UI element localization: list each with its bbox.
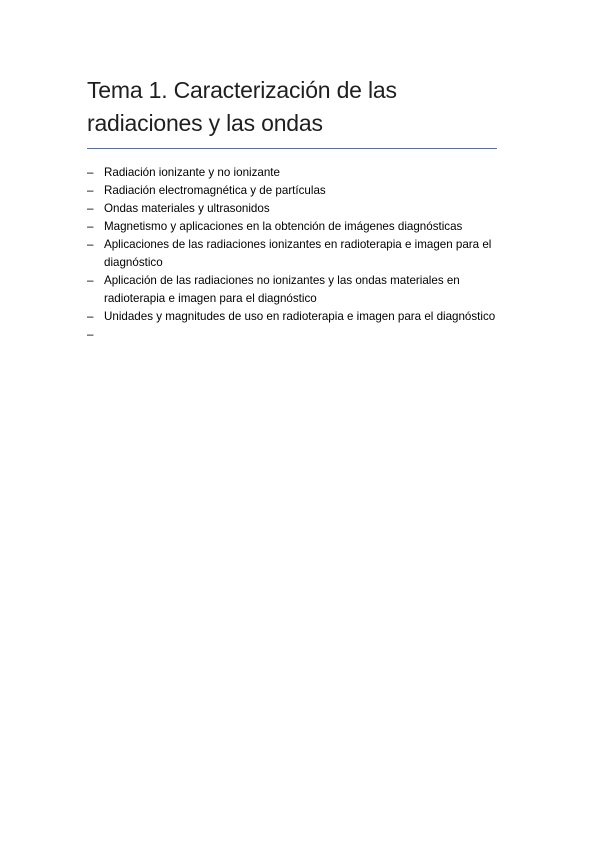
dash-bullet-icon: – bbox=[87, 202, 94, 215]
topic-text: Radiación ionizante y no ionizante bbox=[104, 166, 280, 179]
list-item bbox=[87, 218, 517, 236]
topic-text: Radiación electromagnética y de partículas bbox=[104, 184, 326, 197]
page-title: Tema 1. Caracterización de las radiaciones y las ondas bbox=[87, 77, 397, 136]
topic-text: Magnetismo y aplicaciones en la obtención de imágenes diagnósticas bbox=[104, 220, 463, 233]
topic-text: Ondas materiales y ultrasonidos bbox=[104, 202, 270, 215]
dash-bullet-icon: – bbox=[87, 184, 94, 197]
list-item bbox=[87, 200, 517, 218]
topic-list bbox=[87, 164, 517, 341]
list-item bbox=[87, 308, 517, 326]
topic-text: Unidades y magnitudes de uso en radioterapia e imagen para el diagnóstico bbox=[104, 310, 496, 323]
dash-bullet-icon: – bbox=[87, 274, 94, 287]
dash-bullet-icon: – bbox=[87, 328, 94, 341]
dash-bullet-icon: – bbox=[87, 220, 94, 233]
dash-bullet-icon: – bbox=[87, 310, 94, 323]
topic-text: Aplicación de las radiaciones no ionizantes y las ondas materiales en radioterapia e imagen para el diagnóstico bbox=[104, 274, 460, 305]
dash-bullet-icon: – bbox=[87, 238, 94, 251]
list-item bbox=[87, 236, 517, 272]
list-item bbox=[87, 272, 517, 308]
list-item bbox=[87, 164, 517, 182]
dash-bullet-icon: – bbox=[87, 166, 94, 179]
title-divider bbox=[87, 148, 497, 149]
topic-text: Aplicaciones de las radiaciones ionizantes en radioterapia e imagen para el diagnóstico bbox=[104, 238, 492, 269]
list-item bbox=[87, 182, 517, 200]
